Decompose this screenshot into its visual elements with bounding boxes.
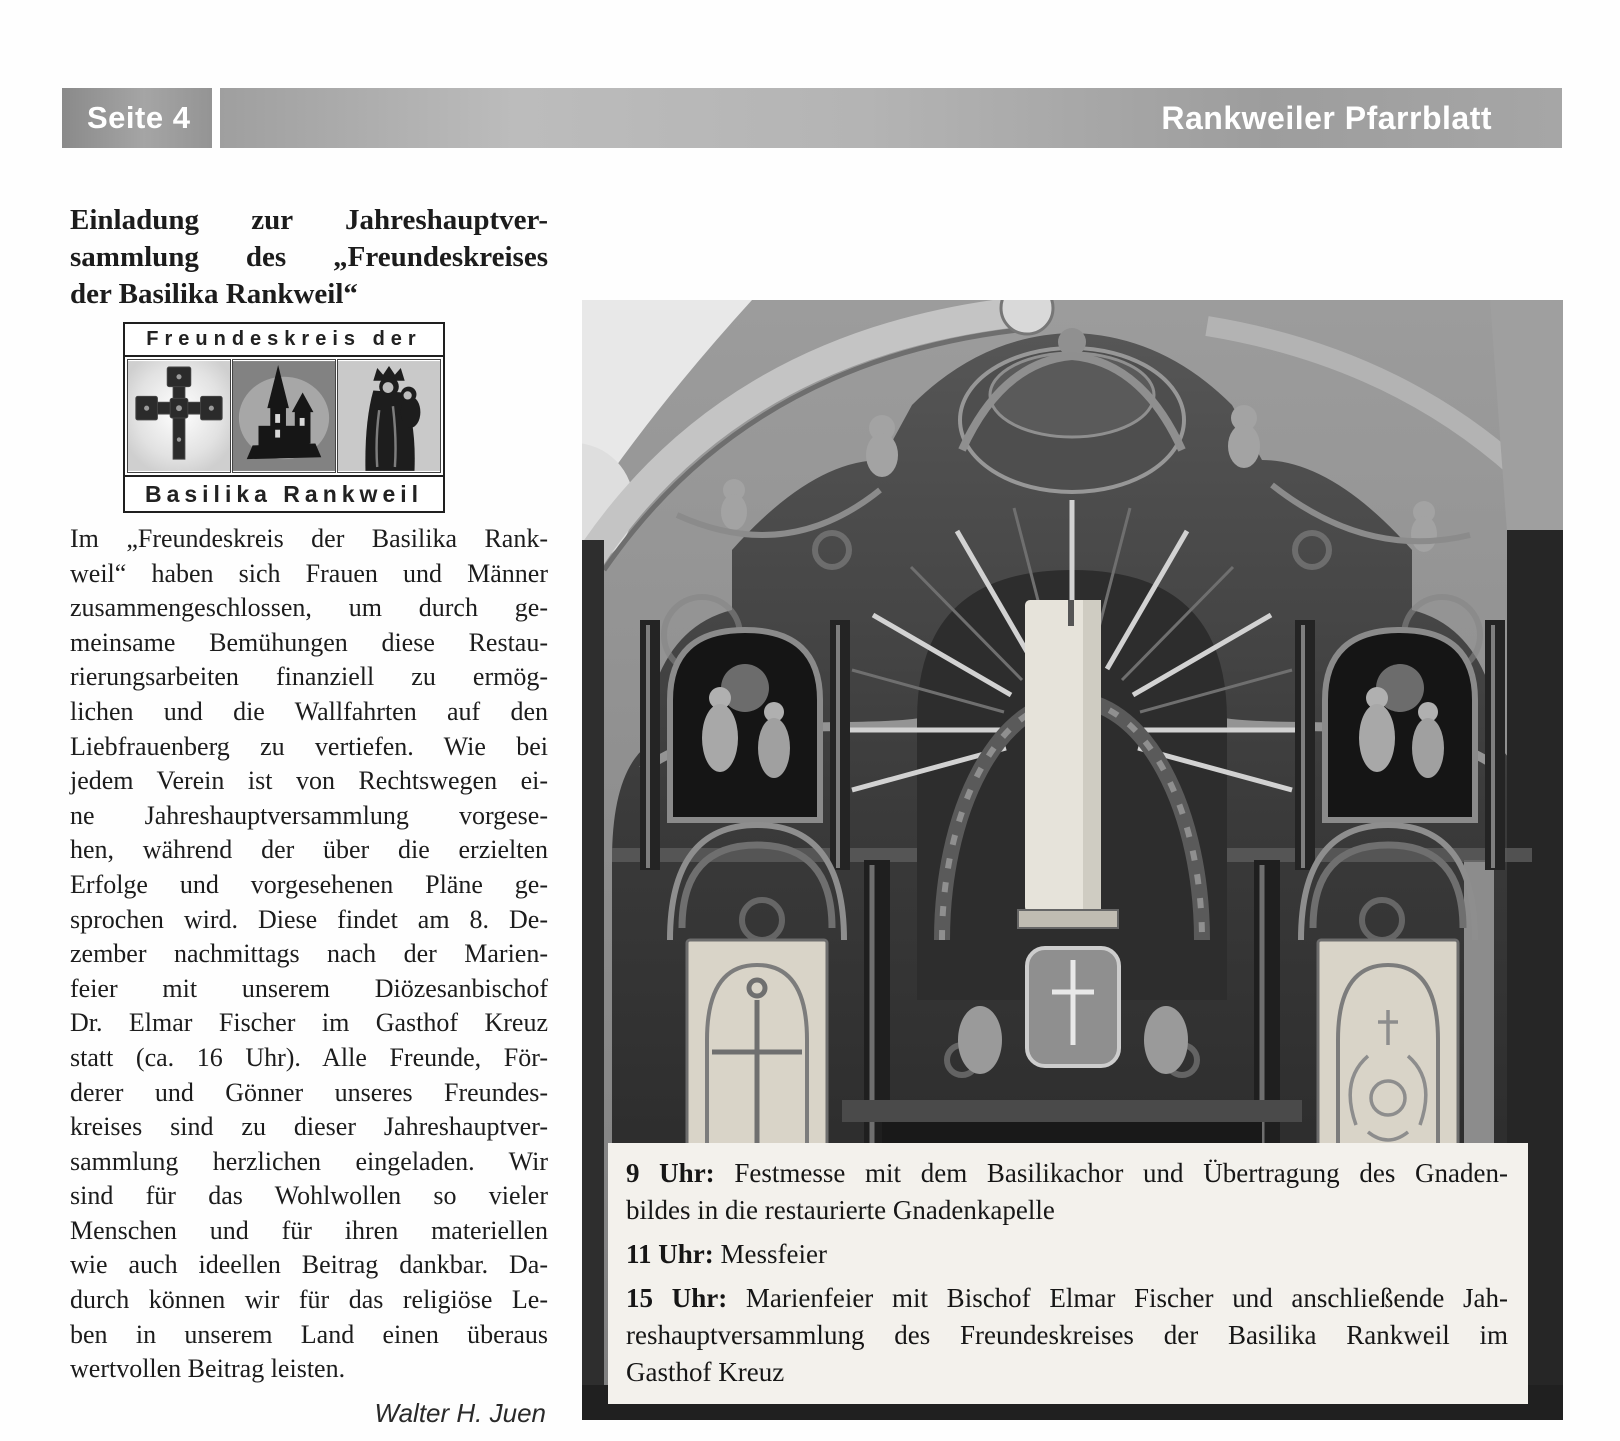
madonna-icon [338,360,440,472]
logo-bottom-text: Basilika Rankweil [125,475,443,511]
text-line: lichen und die Wallfahrten auf den [70,696,548,726]
article-heading [70,202,548,313]
text-line: feier mit unserem Diözesanbischof [70,973,548,1003]
text-line: Liebfrauenberg zu vertiefen. Wie bei [70,731,548,761]
text-line: statt (ca. 16 Uhr). Alle Freunde, För- [70,1042,548,1072]
text-line: kreises sind zu dieser Jahreshauptver- [70,1112,548,1142]
schedule-box [608,1143,1528,1404]
text-line: sprochen wird. Diese findet am 8. De- [70,904,548,934]
text-line: wie auch ideellen Beitrag dankbar. Da- [70,1250,548,1280]
schedule-line: bildes in die restaurierte Gnadenkapelle [626,1195,1055,1225]
text-line: meinsame Bemühungen diese Restau- [70,627,548,657]
text-line: hen, während der über die erzielten [70,835,548,865]
schedule-line: Gasthof Kreuz [626,1357,785,1387]
church-icon [233,360,335,472]
schedule-entry [626,1280,1508,1391]
logo-top-text: Freundeskreis der [125,324,443,357]
text-line: der Basilika Rankweil“ [70,278,358,310]
text-line: derer und Gönner unseres Freundes- [70,1077,548,1107]
schedule-line: 11 Uhr: Messfeier [626,1239,827,1269]
cross-icon [128,360,230,472]
text-line: Erfolge und vorgesehenen Pläne ge- [70,869,548,899]
text-line: sammlung herzlichen eingeladen. Wir [70,1146,548,1176]
text-line: wertvollen Beitrag leisten. [70,1354,346,1384]
schedule-line: reshauptversammlung des Freundeskreises der Basilika Rankweil im [626,1320,1508,1350]
freundeskreis-logo [123,322,445,513]
text-line: Einladung zur Jahreshauptver- [70,204,548,236]
text-line: zember nachmittags nach der Marien- [70,939,548,969]
author-signature: Walter H. Juen [374,1397,546,1428]
schedule-entries [626,1155,1508,1391]
logo-panels [125,357,443,475]
schedule-line: 15 Uhr: Marienfeier mit Bischof Elmar Fischer und anschließende Jah- [626,1283,1508,1313]
schedule-entry [626,1236,1508,1273]
page-number-bar [62,88,212,148]
schedule-time-label: 9 Uhr: [626,1158,715,1188]
schedule-time-label: 11 Uhr: [626,1239,714,1269]
newsletter-title: Rankweiler Pfarrblatt [1161,99,1492,136]
article-body [70,522,548,1387]
text-line: rierungsarbeiten finanziell zu ermög- [70,662,548,692]
schedule-time-label: 15 Uhr: [626,1283,728,1313]
text-line: zusammengeschlossen, um durch ge- [70,593,548,623]
text-line: jedem Verein ist von Rechtswegen ei- [70,766,548,796]
text-line: weil“ haben sich Frauen und Männer [70,558,548,588]
schedule-entry [626,1155,1508,1229]
text-line: sind für das Wohlwollen so vieler [70,1181,548,1211]
article-column [70,202,548,1429]
text-line: Dr. Elmar Fischer im Gasthof Kreuz [70,1008,548,1038]
text-line: durch können wir für das religiöse Le- [70,1285,548,1315]
schedule-line: 9 Uhr: Festmesse mit dem Basilikachor und Übertragung des Gnaden- [626,1158,1508,1188]
text-line: sammlung des „Freundeskreises [70,241,548,273]
text-line: ben in unserem Land einen überaus [70,1319,548,1349]
masthead-bar [220,88,1562,148]
text-line: ne Jahreshauptversammlung vorgese- [70,800,548,830]
text-line: Im „Freundeskreis der Basilika Rank- [70,524,548,553]
page-number-label: Seite 4 [87,100,191,135]
text-line: Menschen und für ihren materiellen [70,1215,548,1245]
